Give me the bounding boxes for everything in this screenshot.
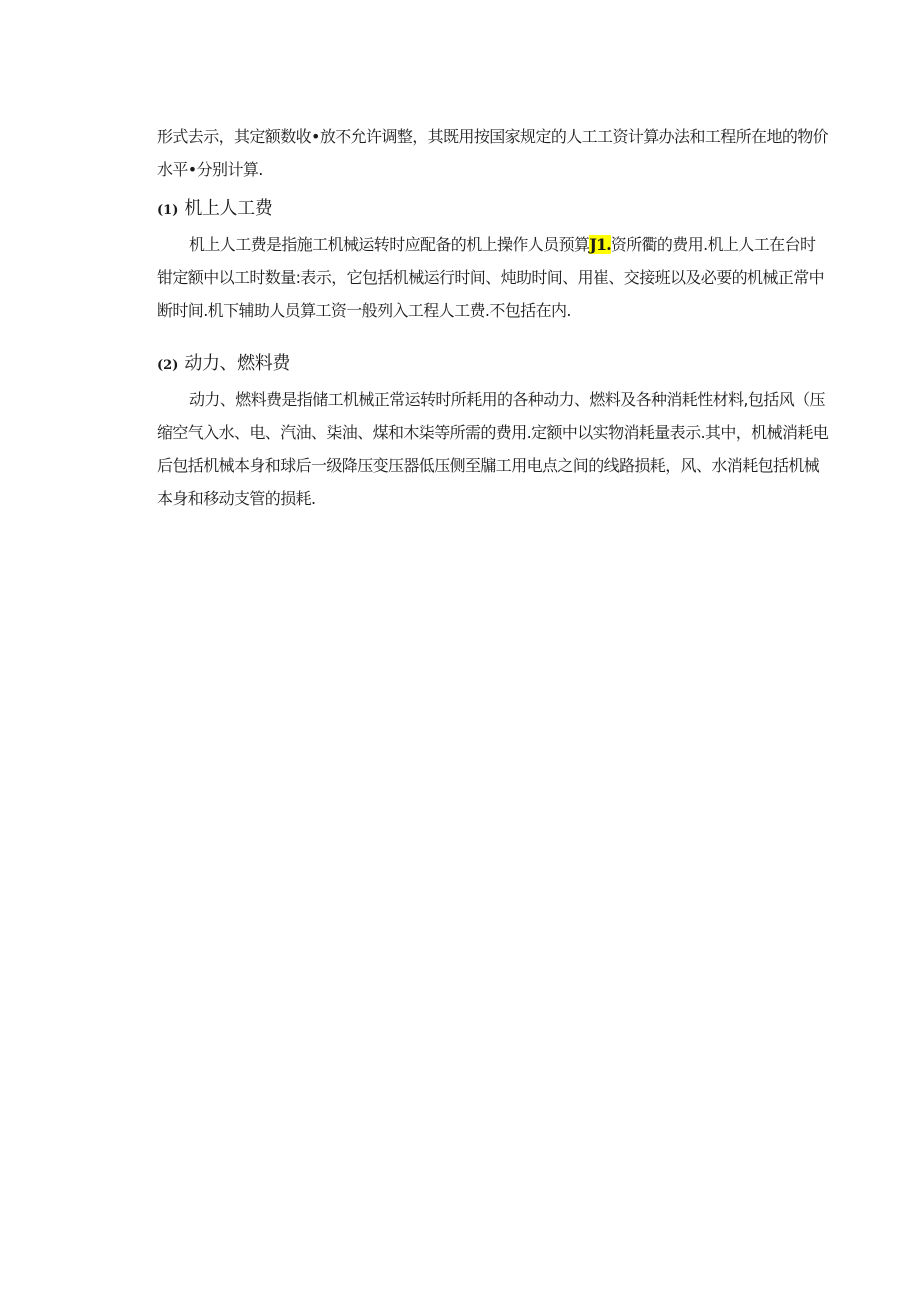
section-1-line-3: 断时间.机下辅助人员算工资一般列入工程人工费.不包括在内.: [157, 301, 571, 320]
section-2-line-3: 后包括机械本身和球后一级降压变压器低压侧至牖工用电点之间的线路损耗，风、水消耗包括机械: [157, 456, 820, 475]
intro-line-2: 水平•分别计算.: [157, 160, 263, 179]
section-1-paragraph: [157, 228, 837, 327]
section-spacer: [157, 327, 837, 341]
section-1-line-2: 钳定额中以工时数量:表示，它包括机械运行时间、炖助时间、用崔、交接班以及必要的机械正常中: [157, 268, 824, 287]
section-1-heading: [157, 194, 837, 226]
section-2-title: 动力、燃料费: [184, 353, 290, 374]
section-1-line-1: [157, 228, 837, 261]
section-1-line-1-end: 资所衢的费用.机上人工在台时: [610, 235, 816, 254]
document-body: [157, 120, 837, 515]
section-2-line-1: 动力、燃料费是指储工机械正常运转时所耗用的各种动力、燃料及各种消耗性材料,包括风（压: [189, 390, 825, 409]
section-2-paragraph: [157, 383, 837, 515]
section-2-line-4: 本身和移动支管的损耗.: [157, 489, 316, 508]
section-2-heading: [157, 349, 837, 381]
highlighted-text: J1.: [589, 235, 611, 254]
section-1-line-1-start: 机上人工费是指施工机械运转时应配备的机上操作人员预算: [189, 235, 590, 254]
section-2-number: (2): [157, 358, 179, 373]
intro-paragraph: [157, 120, 837, 186]
section-2-line-2: 缩空气入水、电、汽油、柒油、煤和木柒等所需的费用.定额中以实物消耗量表示.其中，机械消耗电: [157, 423, 829, 442]
section-1-title: 机上人工费: [184, 198, 273, 219]
intro-line-1: 形式去示，其定额数收•放不允许调整，其既用按国家规定的人工工资计算办法和工程所在地的物价: [157, 127, 829, 146]
section-1-number: (1): [157, 203, 179, 218]
